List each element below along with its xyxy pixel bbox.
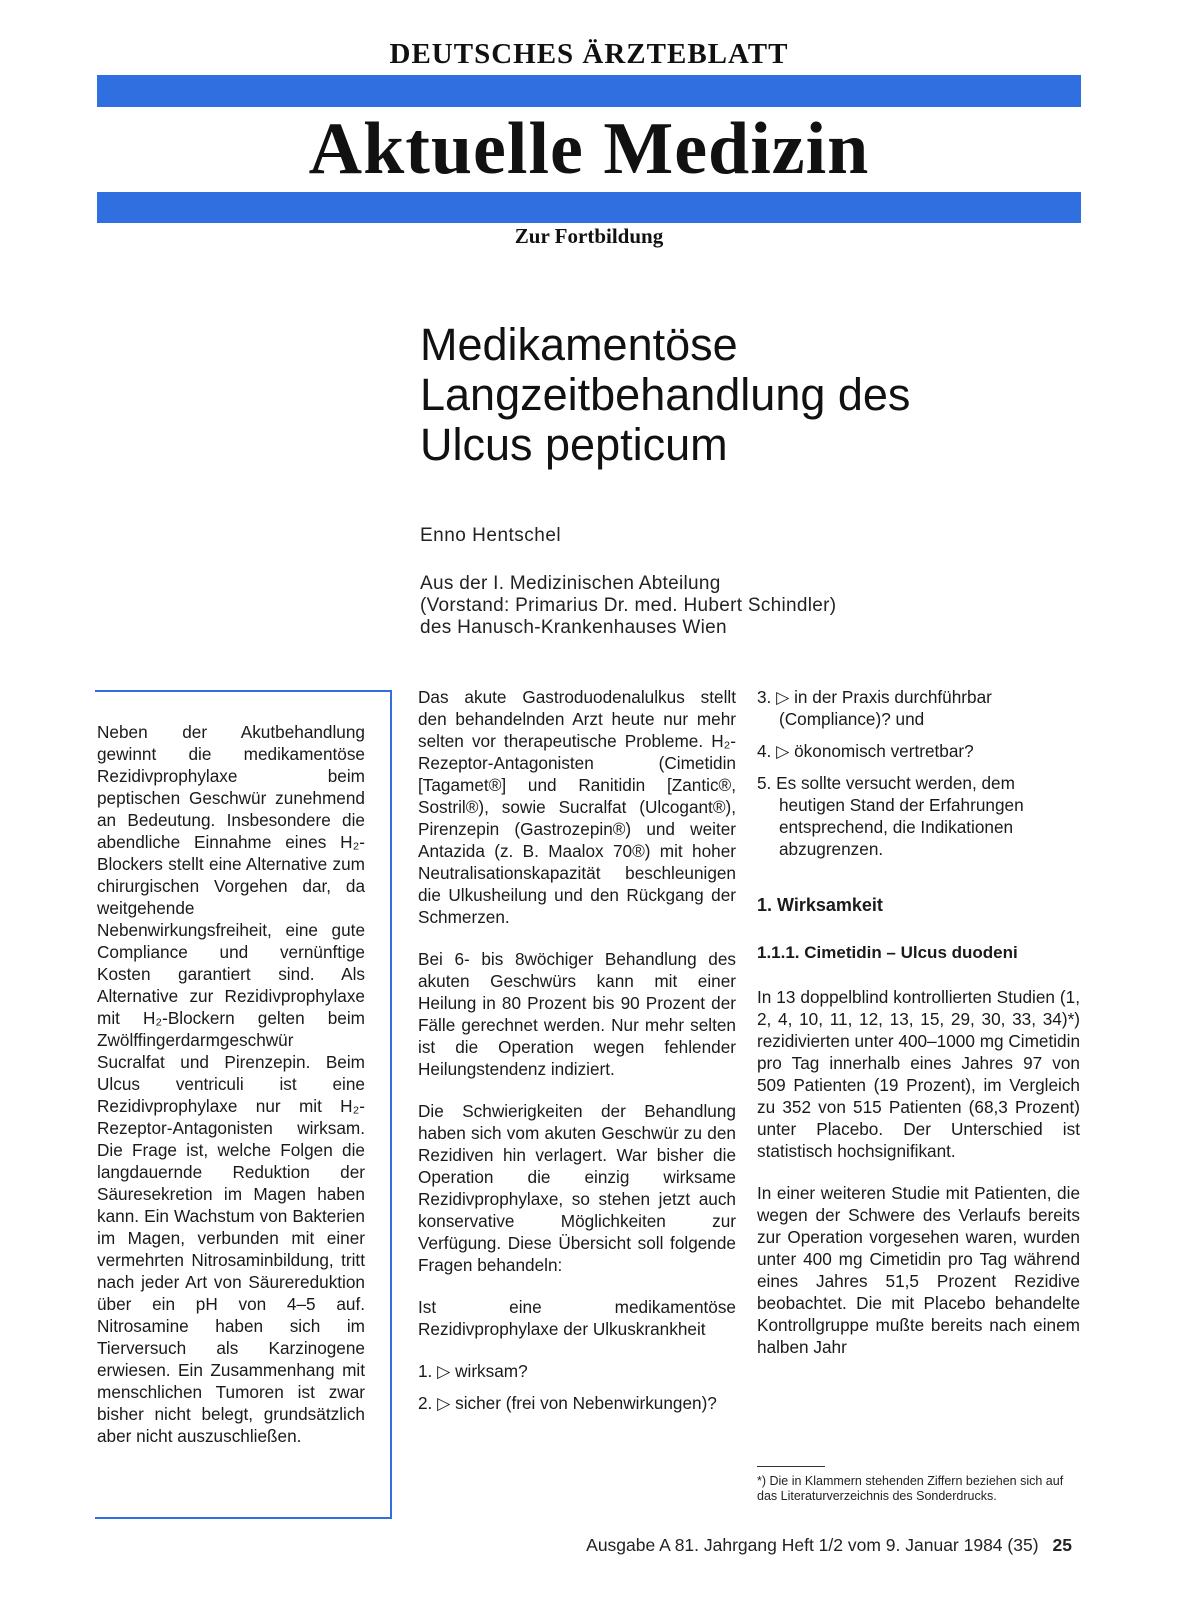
body-paragraph: Ist eine medikamentöse Rezidivprophylaxe der Ulkuskrankheit xyxy=(418,1297,736,1339)
abstract-text: Neben der Akutbehandlung gewinnt die medikamentöse Rezidivprophylaxe beim peptischen Geschwür zunehmend an Bedeutung. Insbesondere die abendliche Einnahme eines H₂-Blockers stellt eine Alternative zum chirurgischen Vorgehen dar, da weitgehende Nebenwirkungsfreiheit, eine gute Compliance und vernünftige Kosten garantiert sind. Als Alternative zur Rezidivprophylaxe mit H₂-Blockern gelten beim Zwölffingerdarmgeschwür Sucralfat und Pirenzepin. Beim Ulcus ventriculi ist eine Rezidivprophylaxe nur mit H₂-Rezeptor-Antagonisten wirksam. Die Frage ist, welche Folgen die langdauernde Reduktion der Säuresekretion im Magen haben kann. Ein Wachstum von Bakterien im Magen, verbunden mit einer vermehrten Nitrosaminbildung, tritt nach jeder Art von Säurereduktion über ein pH von 4–5 auf. Nitrosamine haben sich im Tierversuch als Karzinogene erwiesen. Ein Zusammenhang mit menschlichen Tumoren ist zwar bisher nicht belegt, grundsätzlich aber nicht auszuschließen. xyxy=(97,722,365,1446)
issue-info: Ausgabe A 81. Jahrgang Heft 1/2 vom 9. Januar 1984 (35) xyxy=(586,1535,1039,1555)
title-line: Langzeitbehandlung des xyxy=(420,369,911,420)
affiliation-line: des Hanusch-Krankenhauses Wien xyxy=(420,617,727,638)
masthead-bar-top xyxy=(97,75,1081,107)
body-paragraph: Die Schwierigkeiten der Behandlung haben sich vom akuten Geschwür zu den Rezidiven hin verlagert. War bisher die Operation die einzig wirksame Rezidivprophylaxe, so stehen jetzt auch konservative Möglichkeiten zur Verfügung. Diese Übersicht soll folgende Fragen behandeln: xyxy=(418,1101,736,1275)
subsection-label: Zur Fortbildung xyxy=(514,224,664,248)
subsection-heading: 1.1.1. Cimetidin – Ulcus duodeni xyxy=(757,943,1018,962)
question-list-item: 1. ▷ wirksam? xyxy=(418,1361,528,1381)
body-paragraph: In 13 doppelblind kontrollierten Studien (1, 2, 4, 10, 11, 12, 13, 15, 29, 30, 33, 34)*) rezidivierten unter 400–1000 mg Cimetidin pro Tag innerhalb eines Jahres 97 von 509 Patienten (19 Prozent), im Vergleich zu 352 von 515 Patienten (68,3 Prozent) unter Placebo. Der Unterschied ist statistisch hochsignifikant. xyxy=(757,987,1080,1161)
affiliation xyxy=(420,573,836,639)
affiliation-line: Aus der I. Medizinischen Abteilung xyxy=(420,573,721,594)
journal-name: DEUTSCHES ÄRZTEBLATT xyxy=(389,38,789,70)
right-column xyxy=(757,686,1080,1378)
section-title: Aktuelle Medizin xyxy=(308,108,870,190)
author-name: Enno Hentschel xyxy=(420,525,562,546)
question-list-item: 5. Es sollte versucht werden, dem heutigen Stand der Erfahrungen entsprechend, die Indikationen abzugrenzen. xyxy=(757,773,1024,859)
page-number: 25 xyxy=(1052,1535,1072,1555)
body-paragraph: Das akute Gastroduodenalulkus stellt den behandelnden Arzt heute nur mehr selten vor therapeutische Probleme. H₂-Rezeptor-Antagonisten (Cimetidin [Tagamet®] und Ranitidin [Zantic®, Sostril®), sowie Sucralfat (Ulcogant®), Pirenzepin (Gastrozepin®) und weiter Antazida (z. B. Maalox 70®) mit hoher Neutralisationskapazität beschleunigen die Ulkusheilung und den Rückgang der Schmerzen. xyxy=(418,687,736,927)
question-list-item: 2. ▷ sicher (frei von Nebenwirkungen)? xyxy=(418,1393,717,1413)
question-list-item: 3. ▷ in der Praxis durchführbar (Compliance)? und xyxy=(757,687,992,729)
title-line: Medikamentöse xyxy=(420,319,738,370)
masthead-bar-bottom xyxy=(97,192,1081,223)
title-line: Ulcus pepticum xyxy=(420,419,728,470)
footnote: *) Die in Klammern stehenden Ziffern beziehen sich auf das Literaturverzeichnis des Sonderdrucks. xyxy=(757,1474,1064,1503)
affiliation-line: (Vorstand: Primarius Dr. med. Hubert Schindler) xyxy=(420,595,837,616)
body-paragraph: Bei 6- bis 8wöchiger Behandlung des akuten Geschwürs kann mit einer Heilung in 80 Prozent bis 90 Prozent der Fälle gerechnet werden. Nur mehr selten ist die Operation wegen fehlender Heilungstendenz indiziert. xyxy=(418,949,736,1079)
article-title xyxy=(420,320,1120,470)
question-list-item: 4. ▷ ökonomisch vertretbar? xyxy=(757,741,974,761)
section-heading: 1. Wirksamkeit xyxy=(757,895,883,915)
body-paragraph: In einer weiteren Studie mit Patienten, die wegen der Schwere des Verlaufs bereits zur Operation vorgesehen waren, wurden unter 400 mg Cimetidin pro Tag während eines Jahres 51,5 Prozent Rezidive beobachtet. Die mit Placebo behandelte Kontrollgruppe mußte bereits nach einem halben Jahr xyxy=(757,1183,1080,1357)
middle-column xyxy=(418,686,736,1424)
page-footer xyxy=(0,1535,1072,1556)
footnote-rule xyxy=(757,1466,825,1467)
